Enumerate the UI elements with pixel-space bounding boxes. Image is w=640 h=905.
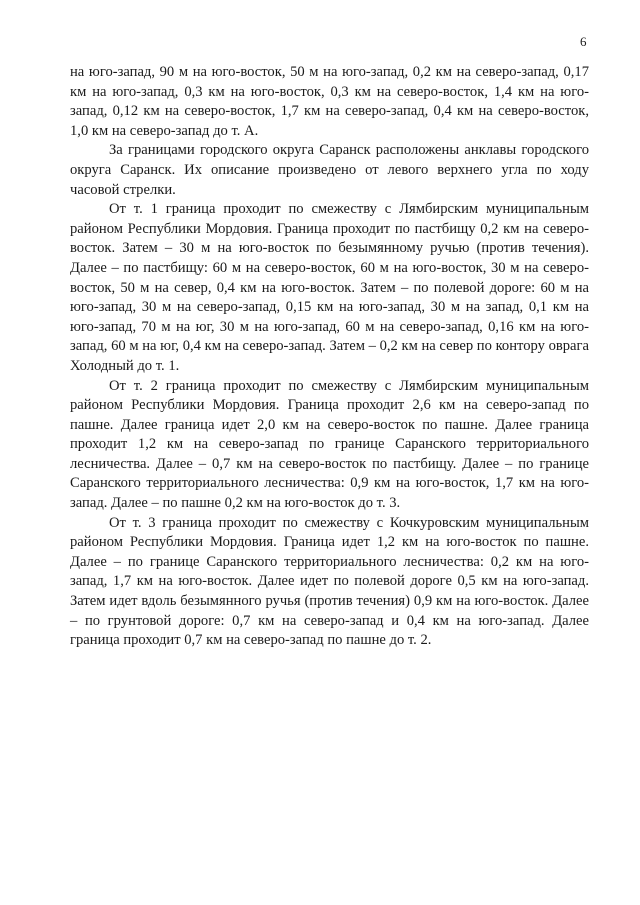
document-body <box>70 63 589 651</box>
paragraph-route-continuation: на юго-запад, 90 м на юго-восток, 50 м на юго-запад, 0,2 км на северо-запад, 0,17 км на юго-запад, 0,3 км на юго-восток, 0,3 км на северо-восток, 1,4 км на юго-запад, 0,12 км на северо-восток, 1,7 км на северо-запад, 0,4 км на северо-восток, 1,0 км на северо-запад до т. А. <box>70 64 589 139</box>
paragraph-enclaves-intro: За границами городского округа Саранск расположены анклавы городского округа Саранск. Их описание произведено от левого верхнего угла по ходу часовой стрелки. <box>70 142 589 198</box>
paragraph-point-3: От т. 3 граница проходит по смежеству с Кочкуровским муниципальным районом Республики Мордовия. Граница идет 1,2 км на юго-восток по пашне. Далее – по границе Саранского территориального лесничества: 0,2 км на юго-запад, 1,7 км на юго-восток. Далее идет по полевой дороге 0,5 км на юго-запад. Затем идет вдоль безымянного ручья (против течения) 0,9 км на юго-восток. Далее – по грунтовой дороге: 0,7 км на северо-запад и 0,4 км на юго-запад. Далее граница проходит 0,7 км на северо-запад по пашне до т. 2. <box>70 514 589 649</box>
paragraph-point-1: От т. 1 граница проходит по смежеству с Лямбирским муниципальным районом Республики Мордовия. Граница проходит по пастбищу 0,2 км на северо-восток. Затем – 30 м на юго-восток по безымянному ручью (против течения). Далее – по пастбищу: 60 м на северо-восток, 60 м на юго-восток, 30 м на северо-восток, 50 м на север, 0,4 км на юго-восток. Затем – по полевой дороге: 60 м на юго-запад, 30 м на северо-запад, 0,15 км на юго-запад, 30 м на запад, 0,1 км на юго-запад, 70 м на юг, 30 м на юго-запад, 60 м на северо-запад, 0,16 км на юго-запад, 60 м на юг, 0,4 км на северо-запад. Затем – 0,2 км на север по контору оврага Холодный до т. 1. <box>70 201 589 374</box>
paragraph-point-2: От т. 2 граница проходит по смежеству с Лямбирским муниципальным районом Республики Мордовия. Граница проходит 2,6 км на северо-запад по пашне. Далее граница идет 2,0 км на северо-восток по пашне. Далее граница проходит 1,2 км на северо-запад по границе Саранского территориального лесничества. Далее – 0,7 км на северо-восток по пастбищу. Далее – по границе Саранского территориального лесничества: 0,9 км на юго-восток, 1,7 км на юго-запад. Далее – по пашне 0,2 км на юго-восток до т. 3. <box>70 377 589 512</box>
page-number: 6 <box>580 34 587 49</box>
